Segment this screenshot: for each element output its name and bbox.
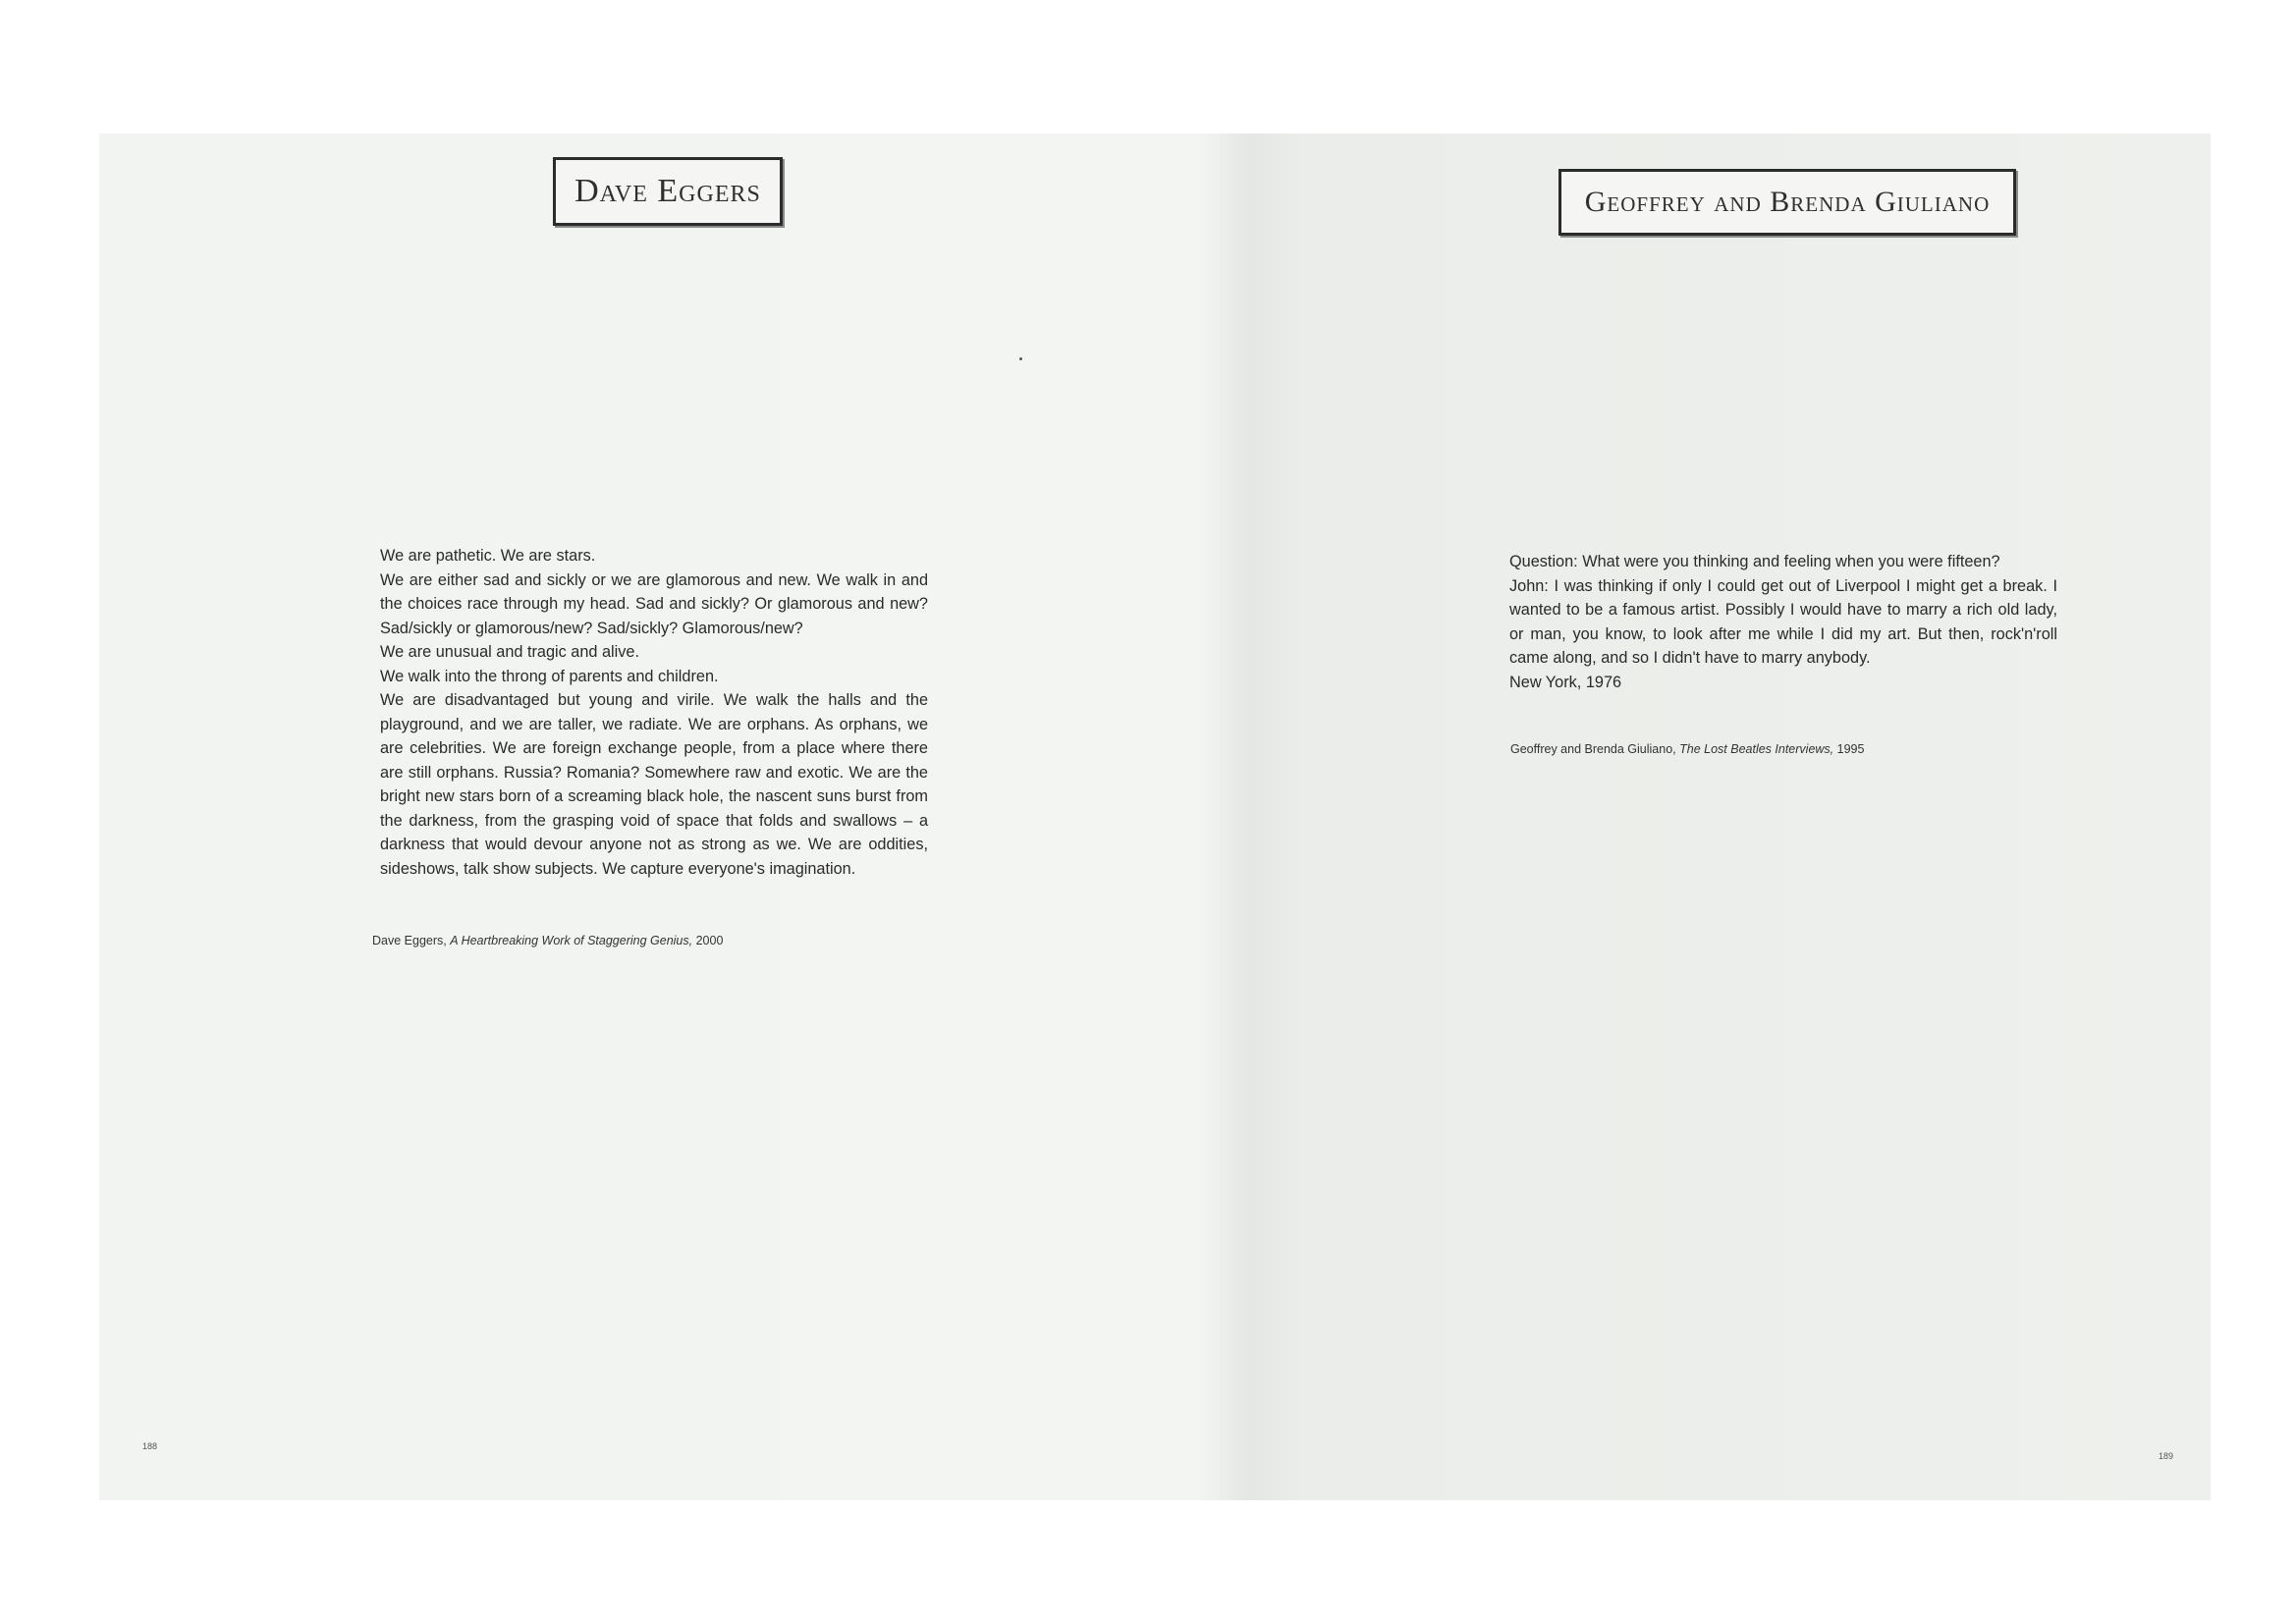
paragraph: We are unusual and tragic and alive. bbox=[380, 643, 639, 661]
citation-year: 2000 bbox=[695, 934, 724, 947]
source-citation bbox=[1510, 742, 1864, 756]
author-title-box bbox=[1558, 169, 2016, 236]
citation-author: Dave Eggers, bbox=[372, 934, 447, 947]
author-title-box bbox=[553, 157, 783, 226]
paragraph: New York, 1976 bbox=[1509, 673, 1622, 691]
excerpt-text bbox=[1509, 550, 2057, 694]
author-title: Dave Eggers bbox=[574, 173, 761, 209]
paragraph: We are pathetic. We are stars. bbox=[380, 547, 596, 565]
page-number: 189 bbox=[2159, 1451, 2174, 1461]
right-page bbox=[1179, 134, 2211, 1500]
paper-speck bbox=[1019, 357, 1022, 360]
citation-year: 1995 bbox=[1836, 742, 1865, 756]
paragraph: John: I was thinking if only I could get out of Liverpool I might get a break. I wanted to be a famous artist. Possibly I would have to marry a rich old lady, or man, you know, to look after me while I did my art. But then, rock'n'roll came along, and so I didn't have to marry anybody. bbox=[1509, 576, 2057, 667]
left-page bbox=[99, 134, 1179, 1500]
paragraph: We are disadvantaged but young and virile. We walk the halls and the playground, and we are taller, we radiate. We are orphans. As orphans, we are celebrities. We are foreign exchange people, from a place where there are still orphans. Russia? Romania? Somewhere raw and exotic. We are the bright new stars born of a screaming black hole, the nascent suns burst from the darkness, from the grasping void of space that folds and swallows – a darkness that would devour anyone not as strong as we. We are oddities, sideshows, talk show subjects. We capture everyone's imagination. bbox=[380, 691, 928, 878]
excerpt-text bbox=[380, 544, 928, 881]
citation-author: Geoffrey and Brenda Giuliano, bbox=[1510, 742, 1676, 756]
book-spread bbox=[99, 134, 2211, 1500]
author-title: Geoffrey and Brenda Giuliano bbox=[1584, 186, 1991, 218]
citation-work: A Heartbreaking Work of Staggering Genius, bbox=[450, 934, 693, 947]
citation-work: The Lost Beatles Interviews, bbox=[1679, 742, 1834, 756]
source-citation bbox=[372, 934, 723, 947]
paragraph: We are either sad and sickly or we are glamorous and new. We walk in and the choices race through my head. Sad and sickly? Or glamorous and new? Sad/sickly or glamorous/new? Sad/sickly? Glamorous/new? bbox=[380, 570, 928, 637]
paragraph: We walk into the throng of parents and children. bbox=[380, 667, 719, 685]
page-number: 188 bbox=[142, 1441, 158, 1451]
paragraph: Question: What were you thinking and feeling when you were fifteen? bbox=[1509, 553, 2000, 570]
